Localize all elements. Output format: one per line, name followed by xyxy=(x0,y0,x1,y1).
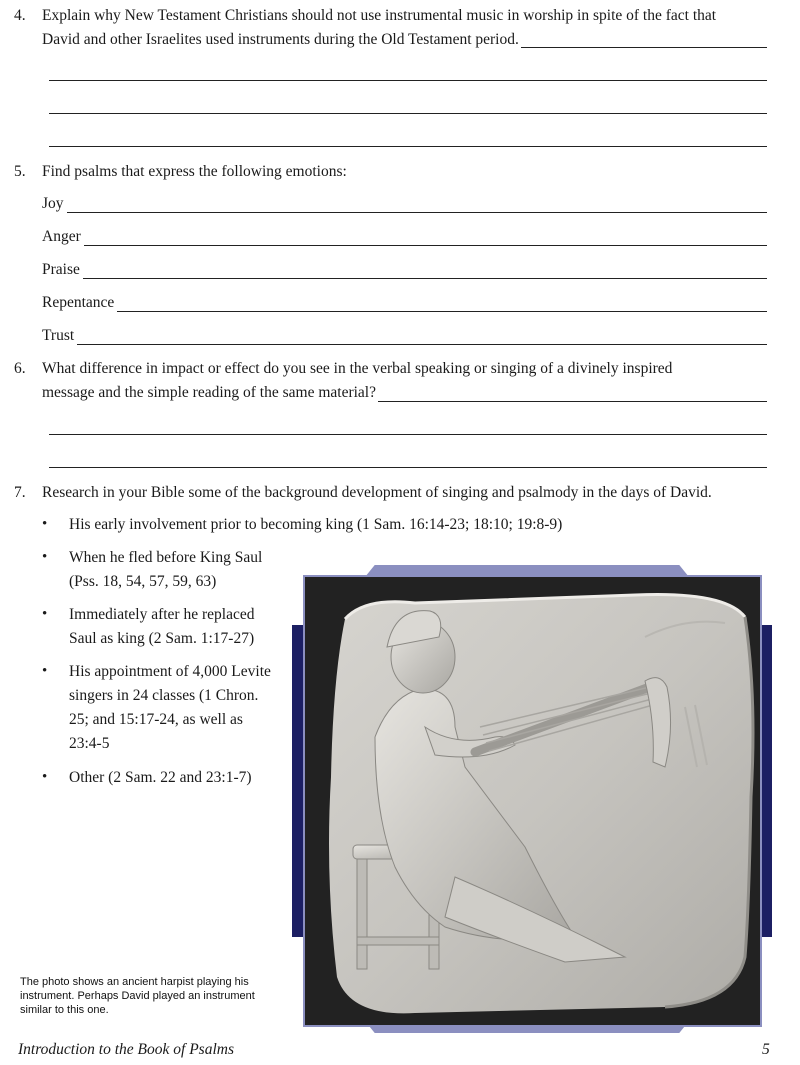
answer-line[interactable] xyxy=(49,146,767,147)
answer-line[interactable] xyxy=(49,434,767,435)
praise-answer-line[interactable] xyxy=(42,278,767,279)
bullet-line: When he fled before King Saul xyxy=(69,549,263,566)
bullet-icon: • xyxy=(42,769,48,785)
question-number: 7. xyxy=(14,484,26,501)
question-number: 6. xyxy=(14,360,26,377)
emotion-label-joy: Joy xyxy=(42,194,67,214)
question-text-line-1: Explain why New Testament Christians should not use instrumental music in worship in spite of the fact that xyxy=(42,7,717,24)
answer-line[interactable] xyxy=(49,467,767,468)
question-text: Find psalms that express the following emotions: xyxy=(42,163,347,180)
emotion-label-repentance: Repentance xyxy=(42,293,117,313)
bullet-text xyxy=(69,660,271,756)
bullet-text xyxy=(69,766,252,790)
bullet-line: His appointment of 4,000 Levite xyxy=(69,663,271,680)
emotion-label-trust: Trust xyxy=(42,326,77,346)
bullet-text xyxy=(69,513,562,537)
photo-caption xyxy=(20,975,295,1017)
bullet-line: 23:4-5 xyxy=(69,735,110,752)
page-number: 5 xyxy=(762,1041,770,1058)
harpist-photo xyxy=(303,575,762,1027)
joy-answer-line[interactable] xyxy=(42,212,767,213)
bullet-line: Other (2 Sam. 22 and 23:1-7) xyxy=(69,769,252,786)
bullet-line: His early involvement prior to becoming king (1 Sam. 16:14-23; 18:10; 19:8-9) xyxy=(69,516,563,533)
anger-answer-line[interactable] xyxy=(42,245,767,246)
footer-book-title: Introduction to the Book of Psalms xyxy=(18,1041,234,1058)
question-text-line-2: message and the simple reading of the same material? xyxy=(42,381,378,405)
caption-line: similar to this one. xyxy=(20,1004,109,1016)
bullet-line: Immediately after he replaced xyxy=(69,606,255,623)
caption-line: The photo shows an ancient harpist playing his xyxy=(20,976,249,988)
repentance-answer-line[interactable] xyxy=(42,311,767,312)
emotion-label-anger: Anger xyxy=(42,227,84,247)
bullet-line: Saul as king (2 Sam. 1:17-27) xyxy=(69,630,255,647)
question-text-line-1: What difference in impact or effect do you see in the verbal speaking or singing of a divinely inspired xyxy=(42,360,673,377)
caption-line: instrument. Perhaps David played an instrument xyxy=(20,990,255,1002)
trust-answer-line[interactable] xyxy=(42,344,767,345)
question-number: 5. xyxy=(14,163,26,180)
answer-line[interactable] xyxy=(49,113,767,114)
bullet-icon: • xyxy=(42,549,48,565)
harpist-relief-image xyxy=(305,577,760,1025)
emotion-label-praise: Praise xyxy=(42,260,83,280)
bullet-icon: • xyxy=(42,663,48,679)
bullet-text xyxy=(69,546,262,594)
bullet-line: singers in 24 classes (1 Chron. xyxy=(69,687,259,704)
question-text: Research in your Bible some of the background development of singing and psalmody in the days of David. xyxy=(42,484,712,501)
question-number: 4. xyxy=(14,7,26,24)
bullet-text xyxy=(69,603,254,651)
bullet-icon: • xyxy=(42,516,48,532)
answer-line[interactable] xyxy=(49,80,767,81)
question-text-line-2: David and other Israelites used instruments during the Old Testament period. xyxy=(42,28,521,52)
bullet-icon: • xyxy=(42,606,48,622)
bullet-line: (Pss. 18, 54, 57, 59, 63) xyxy=(69,573,217,590)
bullet-line: 25; and 15:17-24, as well as xyxy=(69,711,243,728)
